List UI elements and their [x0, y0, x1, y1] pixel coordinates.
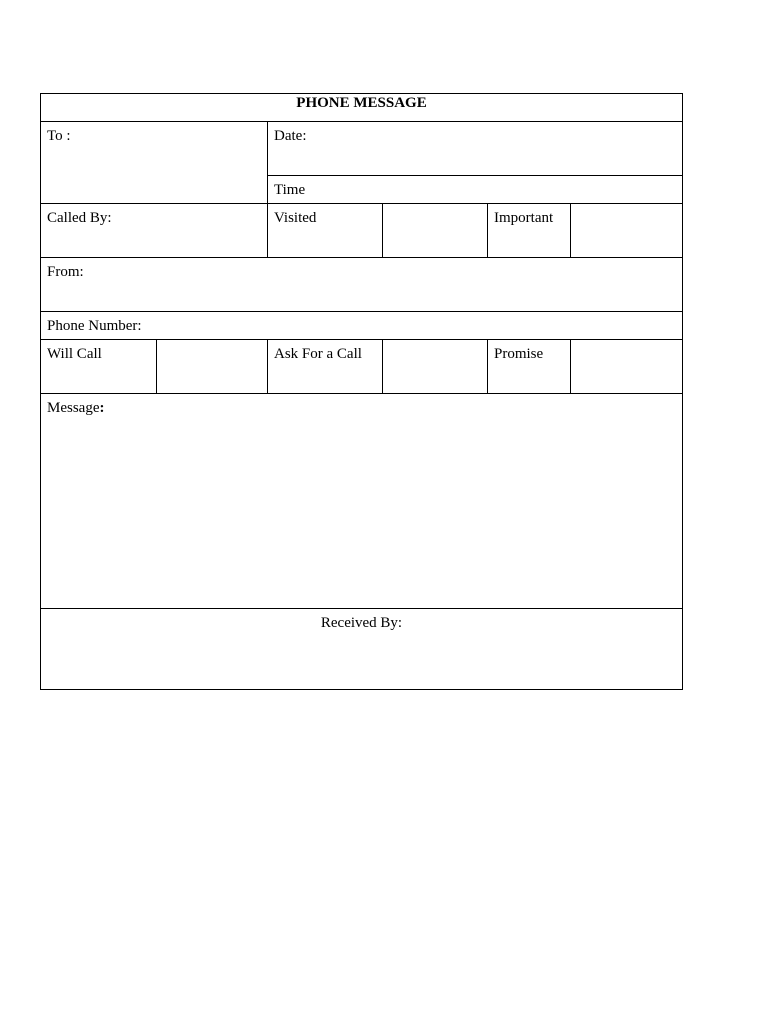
ask-for-call-label-cell: [268, 340, 383, 394]
received-by-label: Received By:: [320, 615, 403, 631]
important-value-cell[interactable]: [571, 204, 683, 258]
phone-message-form: [40, 93, 683, 690]
to-label: To :: [47, 128, 71, 144]
message-colon: :: [99, 400, 105, 416]
called-by-label: Called By:: [47, 210, 112, 226]
important-label-cell: [488, 204, 571, 258]
will-call-value-cell[interactable]: [157, 340, 268, 394]
form-title: PHONE MESSAGE: [41, 94, 683, 122]
called-by-cell[interactable]: [41, 204, 268, 258]
will-call-label: Will Call: [47, 346, 102, 362]
to-cell[interactable]: [41, 122, 268, 204]
phone-number-label: Phone Number:: [47, 318, 142, 334]
visited-label: Visited: [274, 210, 317, 226]
received-by-cell[interactable]: [41, 609, 683, 690]
from-label: From:: [47, 264, 84, 280]
message-cell[interactable]: [41, 394, 683, 609]
visited-value-cell[interactable]: [383, 204, 488, 258]
ask-for-call-label: Ask For a Call: [274, 346, 362, 362]
visited-label-cell: [268, 204, 383, 258]
ask-for-call-value-cell[interactable]: [383, 340, 488, 394]
message-label: Message: [47, 400, 100, 416]
time-label: Time: [274, 182, 306, 198]
will-call-label-cell: [41, 340, 157, 394]
important-label: Important: [494, 210, 554, 226]
phone-number-cell[interactable]: [41, 312, 683, 340]
date-label: Date:: [274, 128, 307, 144]
from-cell[interactable]: [41, 258, 683, 312]
promise-value-cell[interactable]: [571, 340, 683, 394]
promise-label-cell: [488, 340, 571, 394]
date-cell[interactable]: [268, 122, 683, 176]
time-cell[interactable]: [268, 176, 683, 204]
promise-label: Promise: [494, 346, 544, 362]
